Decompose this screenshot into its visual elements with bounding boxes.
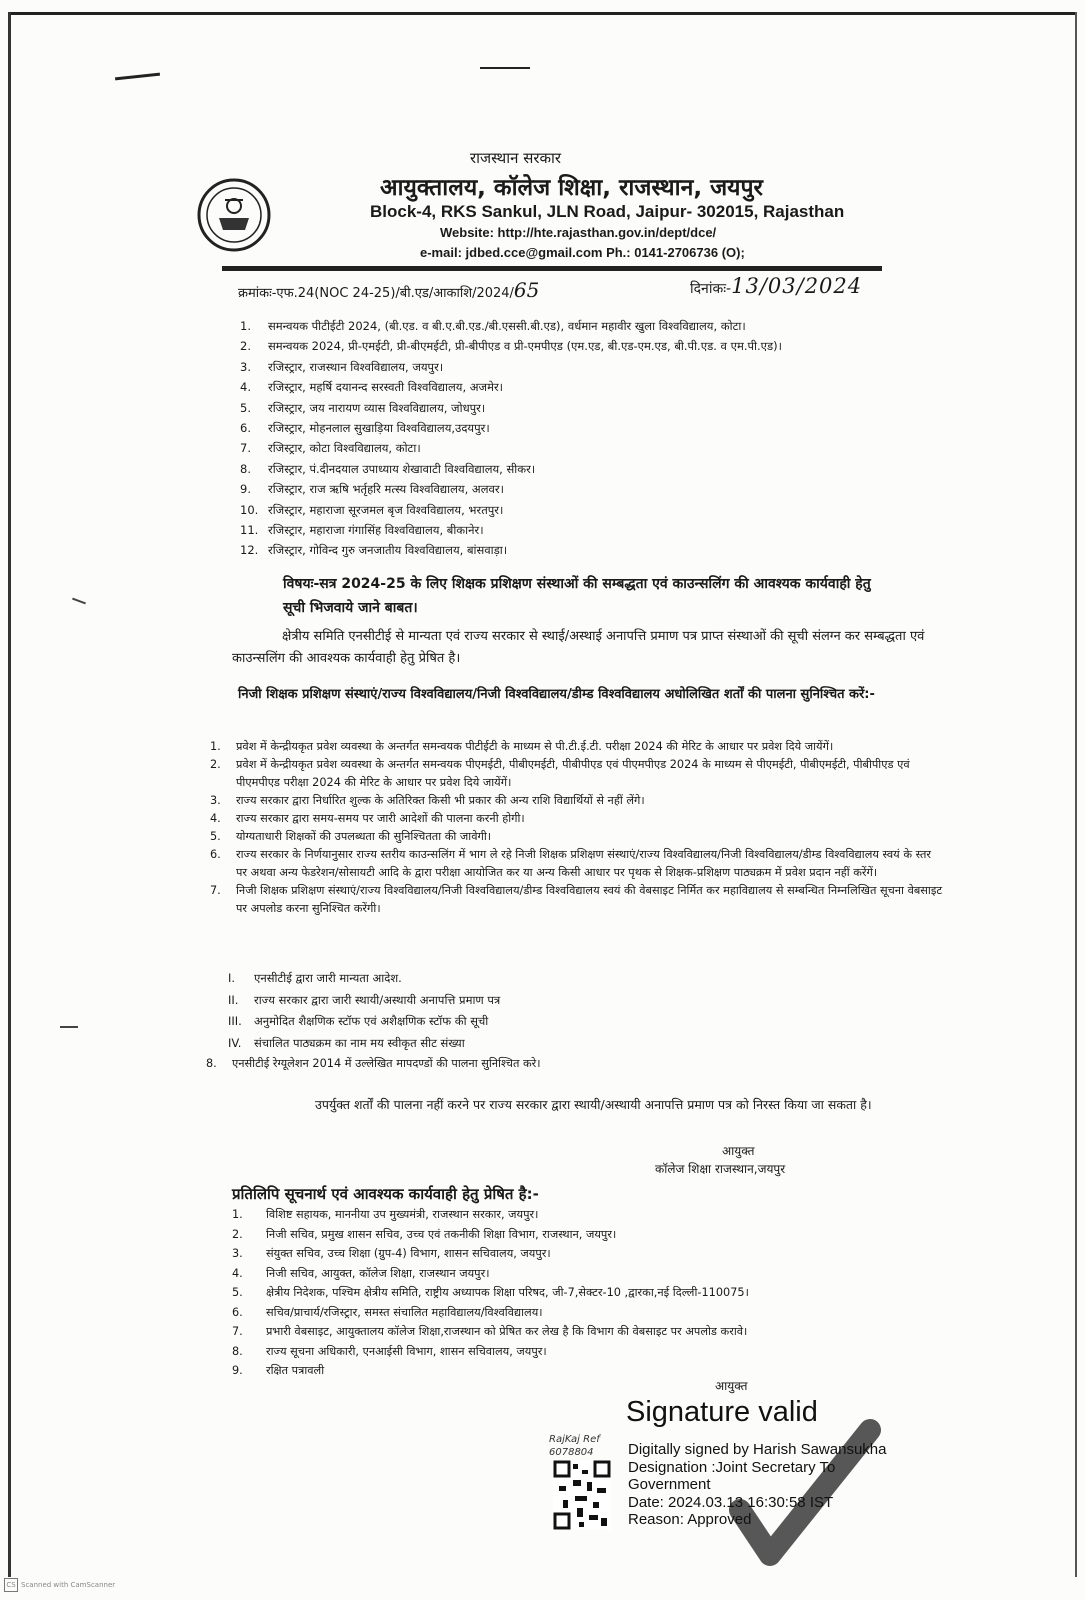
list-item: 5. क्षेत्रीय निदेशक, पश्चिम क्षेत्रीय समिति, राष्ट्रीय अध्यापक शिक्षा परिषद, जी-7,सेक्टर-10 ,द्वारका,नई दिल्ली-110075। xyxy=(232,1286,749,1299)
conditions-intro: निजी शिक्षक प्रशिक्षण संस्थाएं/राज्य विश्वविद्यालय/निजी विश्वविद्यालय/डीम्ड विश्वविद्यालय अधोलिखित शर्तों की पालना सुनिश्चित करें:- xyxy=(238,687,875,702)
signature-status: Signature valid xyxy=(626,1396,818,1428)
closing-paragraph: उपर्युक्त शर्तों की पालना नहीं करने पर राज्य सरकार द्वारा स्थायी/अस्थायी अनापत्ति प्रमाण पत्र को निरस्त किया जा सकता है। xyxy=(315,1097,872,1112)
reference-prefix: क्रमांकः-एफ.24(NOC 24-25)/बी.एड/आकाशि/2024/ xyxy=(238,286,514,301)
header-rule xyxy=(222,266,882,271)
reference-handwritten-number: 65 xyxy=(513,278,540,302)
list-item: 5. रजिस्ट्रार, जय नारायण व्यास विश्वविद्यालय, जोधपुर। xyxy=(240,400,486,415)
list-item: 9. रजिस्ट्रार, राज ऋषि भर्तृहरि मत्स्य विश्वविद्यालय, अलवर। xyxy=(240,482,504,497)
signature-reason: Reason: Approved xyxy=(628,1511,752,1528)
list-item: I. एनसीटीई द्वारा जारी मान्यता आदेश. xyxy=(228,971,402,985)
left-border xyxy=(8,12,11,1577)
list-item: 6. रजिस्ट्रार, मोहनलाल सुखाड़िया विश्वविद्यालय,उदयपुर। xyxy=(240,420,490,435)
subcondition-list xyxy=(228,968,500,1054)
list-item: 7. रजिस्ट्रार, कोटा विश्वविद्यालय, कोटा। xyxy=(240,441,421,456)
list-item: 8. राज्य सूचना अधिकारी, एनआईसी विभाग, शासन सचिवालय, जयपुर। xyxy=(232,1344,547,1358)
list-item: 7. निजी शिक्षक प्रशिक्षण संस्थाएं/राज्य विश्वविद्यालय/निजी विश्वविद्यालय/डीम्ड विश्वविद्यालय स्वयं की वेबसाइट निर्मित कर महाविद्यालय से सम्बन्धित निम्नलिखित सूचना वेबसाइट पर अपलोड करना सुनिश्चित करेंगी। xyxy=(210,884,943,915)
signatory-office: कॉलेज शिक्षा राजस्थान,जयपुर xyxy=(655,1162,786,1176)
list-item: 4. राज्य सरकार द्वारा समय-समय पर जारी आदेशों की पालना करनी होगी। xyxy=(210,812,525,825)
copy-to-list xyxy=(232,1205,749,1381)
signature-signer: Digitally signed by Harish Sawansukha xyxy=(628,1441,887,1458)
list-item: 6. सचिव/प्राचार्य/रजिस्ट्रार, समस्त संचालित महाविद्यालय/विश्वविद्यालय। xyxy=(232,1305,543,1319)
list-item: III. अनुमोदित शैक्षणिक स्टॉफ एवं अशैक्षणिक स्टॉफ की सूची xyxy=(228,1014,489,1028)
government-name: राजस्थान सरकार xyxy=(470,149,562,167)
list-item: 7. प्रभारी वेबसाइट, आयुक्तालय कॉलेज शिक्षा,राजस्थान को प्रेषित कर लेख है कि विभाग की वेबसाइट पर अपलोड करावे। xyxy=(232,1325,748,1338)
contact-info: e-mail: jdbed.cce@gmail.com Ph.: 0141-2706736 (O); xyxy=(420,245,745,260)
condition-8: 8. एनसीटीई रेग्यूलेशन 2014 में उल्लेखित मापदण्डों की पालना सुनिश्चित करे। xyxy=(206,1057,541,1070)
scan-mark xyxy=(115,73,160,81)
list-item: 11. रजिस्ट्रार, महाराजा गंगासिंह विश्वविद्यालय, बीकानेर। xyxy=(240,522,484,537)
right-border xyxy=(1075,12,1077,1577)
date-label: दिनांकः- xyxy=(690,281,732,297)
list-item: 6. राज्य सरकार के निर्णयानुसार राज्य स्तरीय काउन्सलिंग में भाग ले रहे निजी शिक्षक प्रशिक्षण संस्थाएं/राज्य विश्वविद्यालय/निजी विश्वविद्यालय/डीम्ड विश्वविद्यालय स्वयं के स्तर पर अथवा अन्य फेडरेशन/सोसायटी आदि के द्वारा परीक्षा आयोजित कर या अन्य किसी आधार पर पृथक से शिक्षक-प्रशिक्षण पाठ्यक्रम में प्रवेश प्रदान नहीं करेंगें। xyxy=(210,848,932,879)
signature-designation: Designation :Joint Secretary To xyxy=(628,1458,836,1476)
office-name: आयुक्तालय, कॉलेज शिक्षा, राजस्थान, जयपुर xyxy=(380,175,763,201)
camscanner-icon: CS xyxy=(4,1578,18,1592)
signatory-title: आयुक्त xyxy=(722,1144,755,1158)
rajasthan-emblem-icon xyxy=(195,170,273,260)
scanner-watermark: CS Scanned with CamScanner xyxy=(4,1578,115,1592)
scan-mark xyxy=(72,598,86,605)
list-item: 10. रजिस्ट्रार, महाराजा सूरजमल बृज विश्वविद्यालय, भरतपुर। xyxy=(240,502,504,517)
digital-signature-details xyxy=(628,1441,886,1529)
date-handwritten-value: 13/03/2024 xyxy=(731,274,863,298)
list-item: 1. प्रवेश में केन्द्रीयकृत प्रवेश व्यवस्था के अन्तर्गत समन्वयक पीटीईटी के माध्यम से पी.टी.ई.टी. परीक्षा 2024 की मेरिट के आधार पर प्रवेश दिये जायेंगें। xyxy=(210,740,834,753)
list-item: 1. समन्वयक पीटीईटी 2024, (बी.एड. व बी.ए.बी.एड./बी.एससी.बी.एड), वर्धमान महावीर खुला विश्वविद्यालय, कोटा। xyxy=(240,319,746,333)
list-item: 4. निजी सचिव, आयुक्त, कॉलेज शिक्षा, राजस्थान जयपुर। xyxy=(232,1266,490,1280)
signature-date: Date: 2024.03.13 16:30:58 IST xyxy=(628,1493,834,1511)
conditions-list xyxy=(210,738,945,918)
list-item: 2. निजी सचिव, प्रमुख शासन सचिव, उच्च एवं तकनीकी शिक्षा विभाग, राजस्थान, जयपुर। xyxy=(232,1227,617,1241)
website-link[interactable]: Website: http://hte.rajasthan.gov.in/dept/dce/ xyxy=(440,225,717,240)
scan-mark xyxy=(480,67,530,69)
list-item: 5. योग्यताधारी शिक्षकों की उपलब्धता की सुनिश्चितता की जावेगी। xyxy=(210,830,492,843)
qr-code-icon xyxy=(553,1460,611,1530)
list-item: IV. संचालित पाठ्यक्रम का नाम मय स्वीकृत सीट संख्या xyxy=(228,1035,465,1050)
rajkaj-reference: RajKaj Ref 6078804 xyxy=(549,1434,600,1458)
list-item: 3. रजिस्ट्रार, राजस्थान विश्वविद्यालय, जयपुर। xyxy=(240,359,444,374)
list-item: 12. रजिस्ट्रार, गोविन्द गुरु जनजातीय विश्वविद्यालय, बांसवाड़ा। xyxy=(240,543,508,558)
list-item: 3. संयुक्त सचिव, उच्च शिक्षा (ग्रुप-4) विभाग, शासन सचिवालय, जयपुर। xyxy=(232,1247,551,1260)
list-item: II. राज्य सरकार द्वारा जारी स्थायी/अस्थायी अनापत्ति प्रमाण पत्र xyxy=(228,992,501,1007)
body-paragraph: क्षेत्रीय समिति एनसीटीई से मान्यता एवं राज्य सरकार से स्थाई/अस्थाई अनापत्ति प्रमाण पत्र प्राप्त संस्थाओं की सूची संलग्न कर सम्बद्धता एवं काउन्सलिंग की आवश्यक कार्यवाही हेतु प्रेषित है। xyxy=(232,629,925,666)
addressee-list xyxy=(240,316,1000,561)
signature-designation-cont: Government xyxy=(628,1476,711,1493)
list-item: 2. प्रवेश में केन्द्रीयकृत प्रवेश व्यवस्था के अन्तर्गत समन्वयक पीएमईटी, पीबीएमईटी, पीबीपीएड एवं पीएमपीएड 2024 के माध्यम से पीएमईटी, पीबीएमईटी, पीबीपीएड एवं पीएमपीएड परीक्षा 2024 की मेरिट के आधार पर प्रवेश दिये जायेंगें। xyxy=(210,758,910,789)
issue-date xyxy=(690,274,862,298)
copy-to-title: प्रतिलिपि सूचनार्थ एवं आवश्यक कार्यवाही हेतु प्रेषित है:- xyxy=(232,1185,539,1203)
office-address: Block-4, RKS Sankul, JLN Road, Jaipur- 302015, Rajasthan xyxy=(370,202,845,221)
top-border xyxy=(8,12,1076,15)
scan-mark xyxy=(60,1026,78,1028)
subject-line: विषयः-सत्र 2024-25 के लिए शिक्षक प्रशिक्षण संस्थाओं की सम्बद्धता एवं काउन्सलिंग की आवश्यक कार्यवाही हेतु सूची भिजवाये जाने बाबत। xyxy=(283,576,871,616)
list-item: 3. राज्य सरकार द्वारा निर्धारित शुल्क के अतिरिक्त किसी भी प्रकार की अन्य राशि विद्यार्थियों से नहीं लेंगे। xyxy=(210,794,645,807)
list-item: 1. विशिष्ट सहायक, माननीया उप मुख्यमंत्री, राजस्थान सरकार, जयपुर। xyxy=(232,1208,539,1221)
reference-number xyxy=(238,278,539,302)
list-item: 9. रक्षित पत्रावली xyxy=(232,1364,325,1377)
list-item: 2. समन्वयक 2024, प्री-एमईटी, प्री-बीएमईटी, प्री-बीपीएड व प्री-एमपीएड (एम.एड, बी.एड-एम.एड, बी.पी.एड. व एम.पी.एड)। xyxy=(240,339,783,354)
signatory-title-2: आयुक्त xyxy=(715,1379,748,1393)
list-item: 8. रजिस्ट्रार, पं.दीनदयाल उपाध्याय शेखावाटी विश्वविद्यालय, सीकर। xyxy=(240,461,536,476)
list-item: 4. रजिस्ट्रार, महर्षि दयानन्द सरस्वती विश्वविद्यालय, अजमेर। xyxy=(240,380,504,395)
